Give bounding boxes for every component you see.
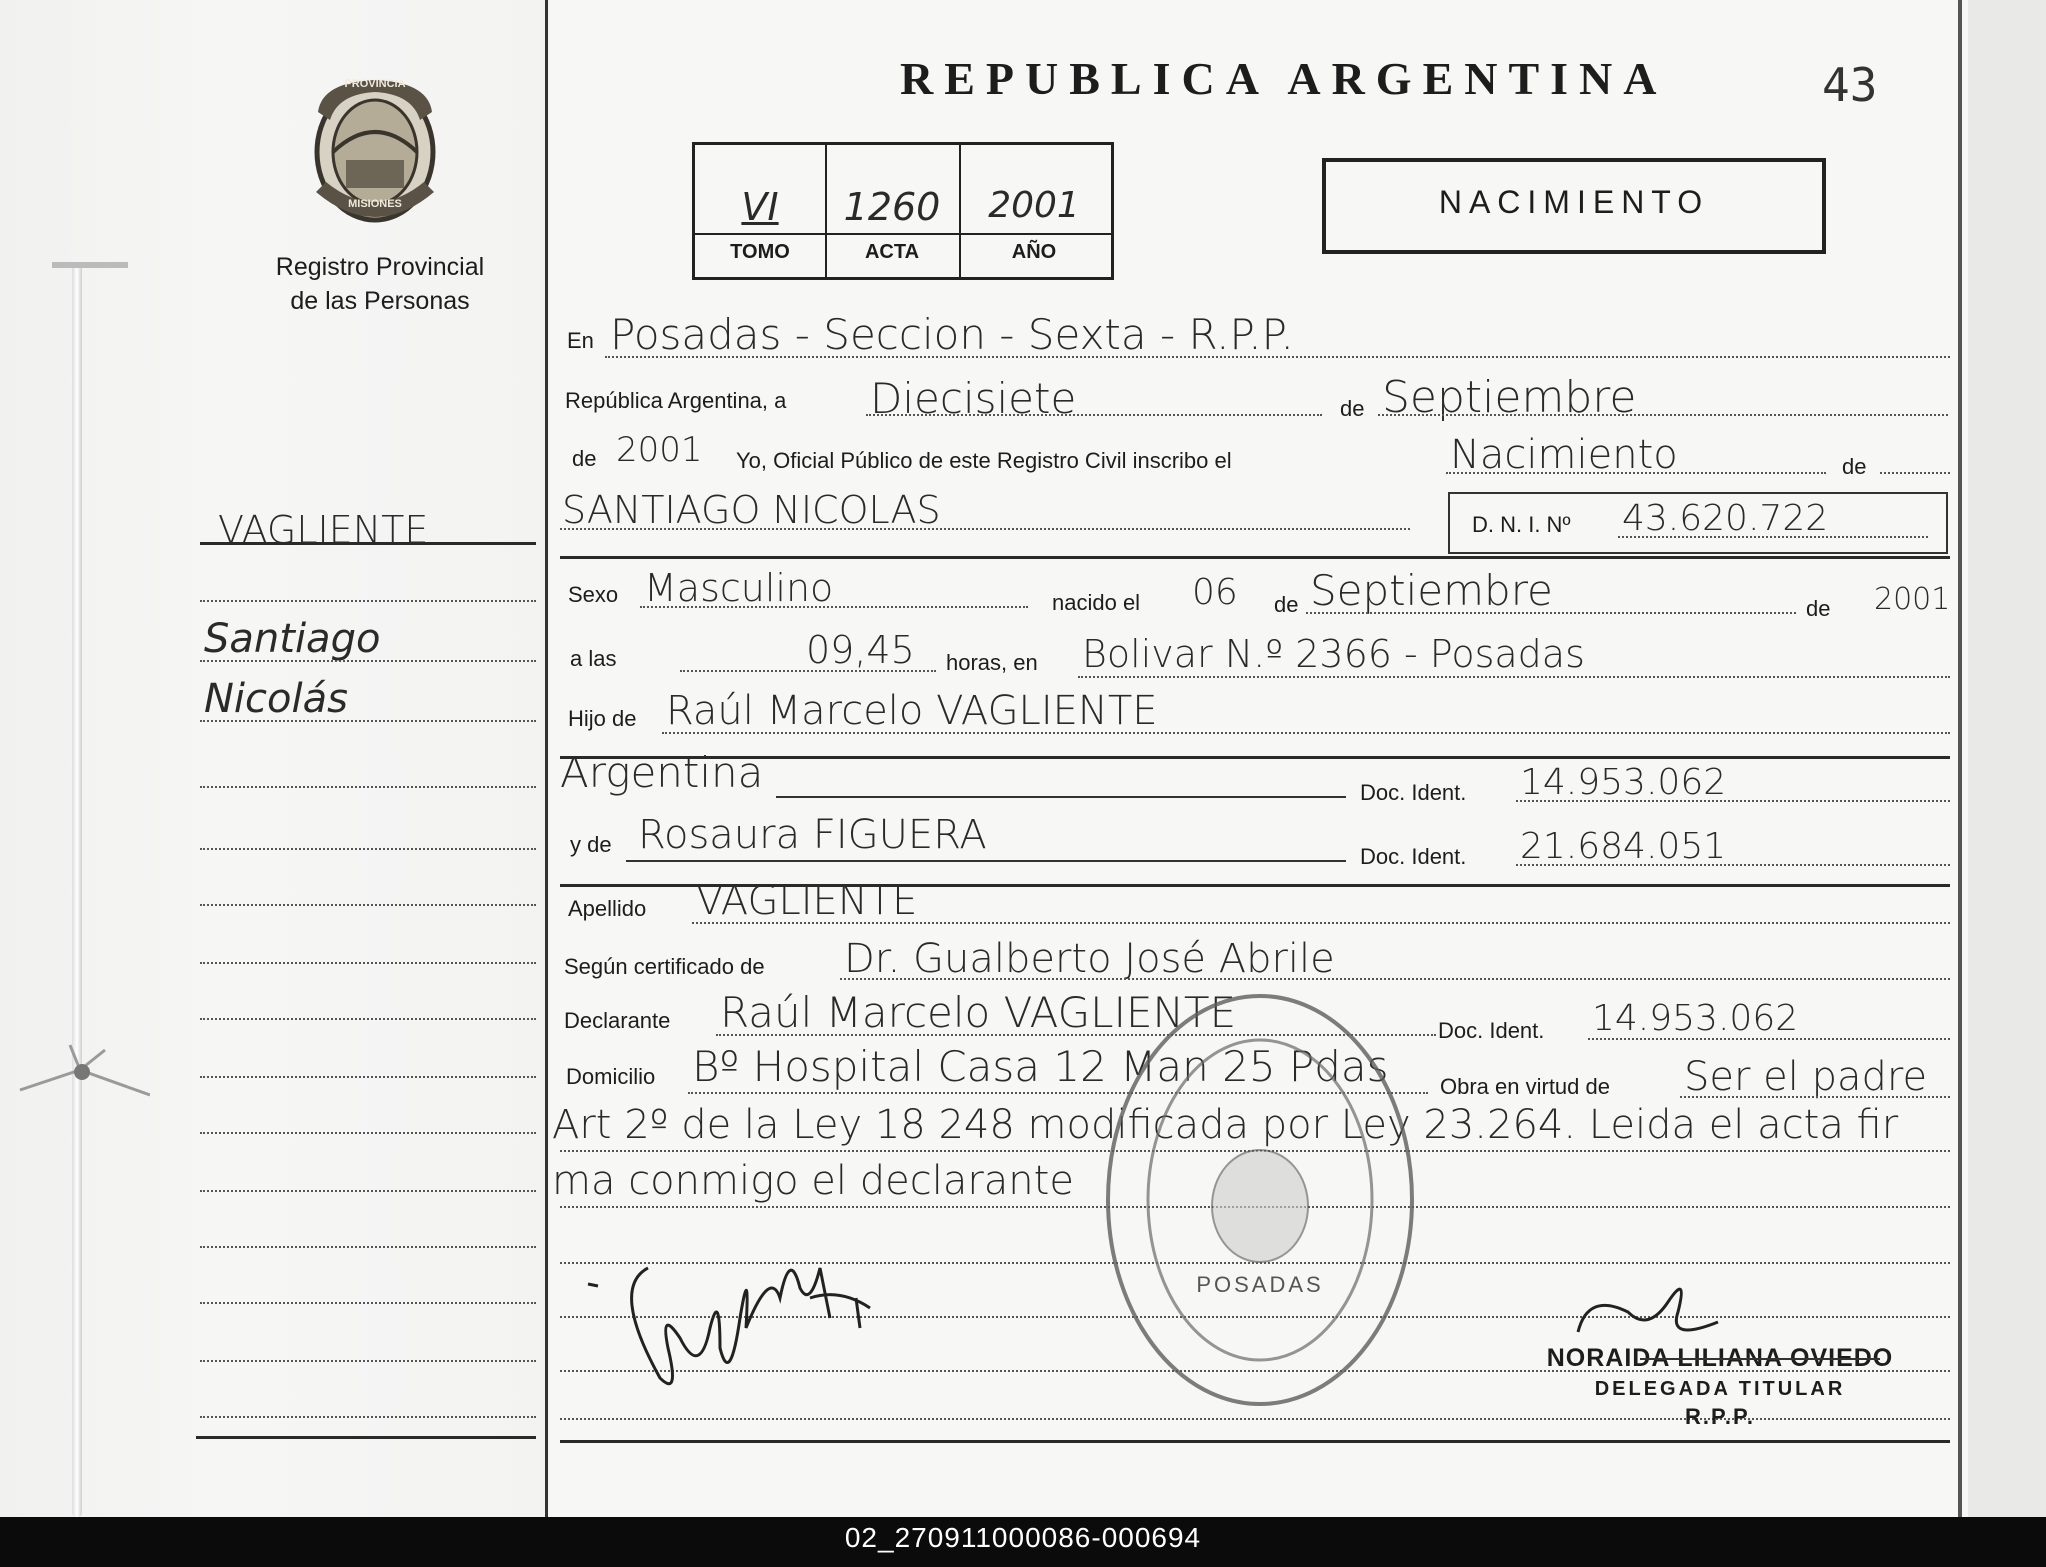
- label-doc-ident-2: Doc. Ident.: [1360, 844, 1467, 869]
- father-doc: 14.953.062: [1520, 762, 1727, 803]
- label-de-2: de: [572, 446, 597, 471]
- birth-month: Septiembre: [1310, 566, 1553, 615]
- line-certificado: [840, 978, 1950, 980]
- section-rule: [560, 556, 1950, 559]
- bottom-rule: [560, 1440, 1950, 1443]
- line-place: [605, 356, 1950, 358]
- place-value: Posadas - Seccion - Sexta - R.P.P.: [610, 310, 1294, 359]
- label-en: En: [567, 328, 594, 353]
- official-name: NORAIDA LILIANA OVIEDO: [1546, 1344, 1894, 1372]
- stub-dotline: [200, 1416, 536, 1418]
- label-de-5: de: [1806, 596, 1831, 621]
- declarante-doc: 14.953.062: [1592, 998, 1799, 1039]
- stub-dotline: [200, 962, 536, 964]
- stub-dotline: [200, 660, 536, 662]
- label-dni: D. N. I. Nº: [1472, 512, 1571, 537]
- line-obra: [1680, 1096, 1950, 1098]
- label-declarante: Declarante: [564, 1008, 671, 1033]
- official-office: R.P.P.: [1685, 1404, 1755, 1429]
- sheet-edge: [1958, 0, 1962, 1517]
- binding-knot-icon: [10, 1040, 150, 1100]
- official-signature-icon: [1568, 1272, 1728, 1352]
- official-name-strike: [1640, 1358, 1880, 1360]
- record-box: [692, 142, 1114, 280]
- stub-given-name-1: Santiago: [204, 616, 381, 662]
- dni-box: [1448, 492, 1948, 554]
- line-father: [662, 732, 1950, 734]
- year-value: 2001: [616, 430, 703, 470]
- label-doc-ident-1: Doc. Ident.: [1360, 780, 1467, 805]
- official-stamp-icon: [1100, 986, 1420, 1414]
- line-declarante-doc: [1588, 1038, 1950, 1040]
- certificado-value: Dr. Gualberto José Abrile: [844, 936, 1335, 982]
- emblem-text-top: PROVINCIA: [344, 78, 406, 90]
- label-republica: República Argentina, a: [565, 388, 787, 413]
- dni-value: 43.620.722: [1622, 498, 1829, 539]
- line-mother: [626, 860, 1346, 862]
- month-value: Septiembre: [1382, 372, 1637, 423]
- line-day: [866, 414, 1322, 416]
- stub-dotline: [200, 1246, 536, 1248]
- acta-value: 1260: [843, 185, 941, 229]
- emblem-text-bottom: MISIONES: [348, 198, 402, 210]
- obra-value: Ser el padre: [1684, 1054, 1928, 1100]
- domicilio-value: Bº Hospital Casa 12 Man 25 Pdas: [692, 1042, 1389, 1091]
- country-title: REPUBLICA ARGENTINA: [900, 53, 1668, 104]
- stub-dotline: [200, 720, 536, 722]
- declarante-value: Raúl Marcelo VAGLIENTE: [720, 988, 1237, 1037]
- line-birth-month: [1306, 612, 1796, 614]
- line-nationality: [776, 796, 1346, 798]
- line-mother-doc: [1516, 864, 1950, 866]
- stub-dotline: [200, 904, 536, 906]
- line-de: [1880, 472, 1950, 474]
- label-hijo: Hijo de: [568, 706, 637, 731]
- official-title: DELEGADA TITULAR: [1594, 1378, 1846, 1400]
- acta-label: ACTA: [864, 241, 920, 263]
- stub-line: [200, 542, 536, 545]
- act-type-value: Nacimiento: [1450, 432, 1678, 478]
- stub-dotline: [200, 1132, 536, 1134]
- text-line-2: ma conmigo el declarante: [552, 1158, 1074, 1204]
- label-yo: Yo, Oficial Público de este Registro Civil inscribo el: [736, 448, 1232, 473]
- line-act-type: [1446, 472, 1826, 474]
- tomo-label: TOMO: [730, 241, 790, 263]
- section-rule: [560, 756, 1950, 759]
- line-father-doc: [1516, 800, 1950, 802]
- string-tie: [52, 262, 128, 268]
- line-dni: [1618, 536, 1928, 538]
- line-child-name: [560, 528, 1410, 530]
- father-name: Raúl Marcelo VAGLIENTE: [666, 688, 1158, 734]
- stub-dotline: [200, 786, 536, 788]
- label-doc-ident-3: Doc. Ident.: [1438, 1018, 1545, 1043]
- registry-name-line1: Registro Provincial: [275, 253, 485, 281]
- birth-day: 06: [1192, 572, 1238, 613]
- father-nationality: Argentina: [560, 748, 764, 797]
- stub-dotline: [200, 1360, 536, 1362]
- line-time: [680, 670, 936, 672]
- child-name: SANTIAGO NICOLAS: [562, 488, 941, 532]
- label-de-3: de: [1842, 454, 1867, 479]
- stub-given-name-2: Nicolás: [204, 676, 348, 722]
- stub-surname: VAGLIENTE: [218, 508, 429, 552]
- label-certificado: Según certificado de: [564, 954, 765, 979]
- line-birth-place: [1078, 676, 1950, 678]
- stub-dotline: [200, 1018, 536, 1020]
- stamp-city: POSADAS: [1196, 1272, 1324, 1297]
- label-domicilio: Domicilio: [566, 1064, 656, 1089]
- binding-string: [72, 262, 82, 1517]
- ano-value: 2001: [988, 185, 1080, 226]
- mother-doc: 21.684.051: [1520, 826, 1727, 867]
- label-horas: horas, en: [946, 650, 1038, 675]
- sexo-value: Masculino: [644, 566, 834, 610]
- label-y-de: y de: [570, 832, 612, 857]
- label-nacido: nacido el: [1052, 590, 1141, 615]
- line-apellido: [692, 922, 1950, 924]
- line-month: [1378, 414, 1948, 416]
- apellido-value: VAGLIENTE: [696, 878, 918, 924]
- registry-name-line2: de las Personas: [290, 287, 470, 315]
- label-sexo: Sexo: [568, 582, 619, 607]
- stub-bottom-line: [196, 1436, 536, 1439]
- ano-label: AÑO: [1011, 241, 1057, 263]
- label-obra: Obra en virtud de: [1440, 1074, 1610, 1099]
- birth-place: Bolivar N.º 2366 - Posadas: [1082, 632, 1585, 676]
- stub-dotline: [200, 848, 536, 850]
- document-type: NACIMIENTO: [1438, 184, 1710, 220]
- mother-name: Rosaura FIGUERA: [638, 812, 987, 858]
- line-sexo: [640, 606, 1028, 608]
- declarant-signature-icon: [570, 1228, 890, 1428]
- day-value: Diecisiete: [870, 374, 1077, 423]
- stub-dotline: [200, 600, 536, 602]
- tomo-value: VI: [741, 185, 779, 229]
- stub-dotline: [200, 1302, 536, 1304]
- document-type-box: [1322, 158, 1826, 254]
- page-number: 43: [1822, 58, 1878, 112]
- text-line-1: Art 2º de la Ley 18 248 modificada por Ley 23.264. Leida el acta fir: [552, 1102, 1899, 1148]
- stub-dotline: [200, 1190, 536, 1192]
- label-apellido: Apellido: [568, 896, 647, 921]
- label-de-1: de: [1340, 396, 1365, 421]
- birth-time: 09,45: [806, 628, 915, 672]
- stub-dotline: [200, 1076, 536, 1078]
- label-de-4: de: [1274, 592, 1299, 617]
- label-a-las: a las: [570, 646, 617, 671]
- birth-year: 2001: [1874, 582, 1951, 617]
- footer-code: 02_270911000086-000694: [844, 1522, 1202, 1553]
